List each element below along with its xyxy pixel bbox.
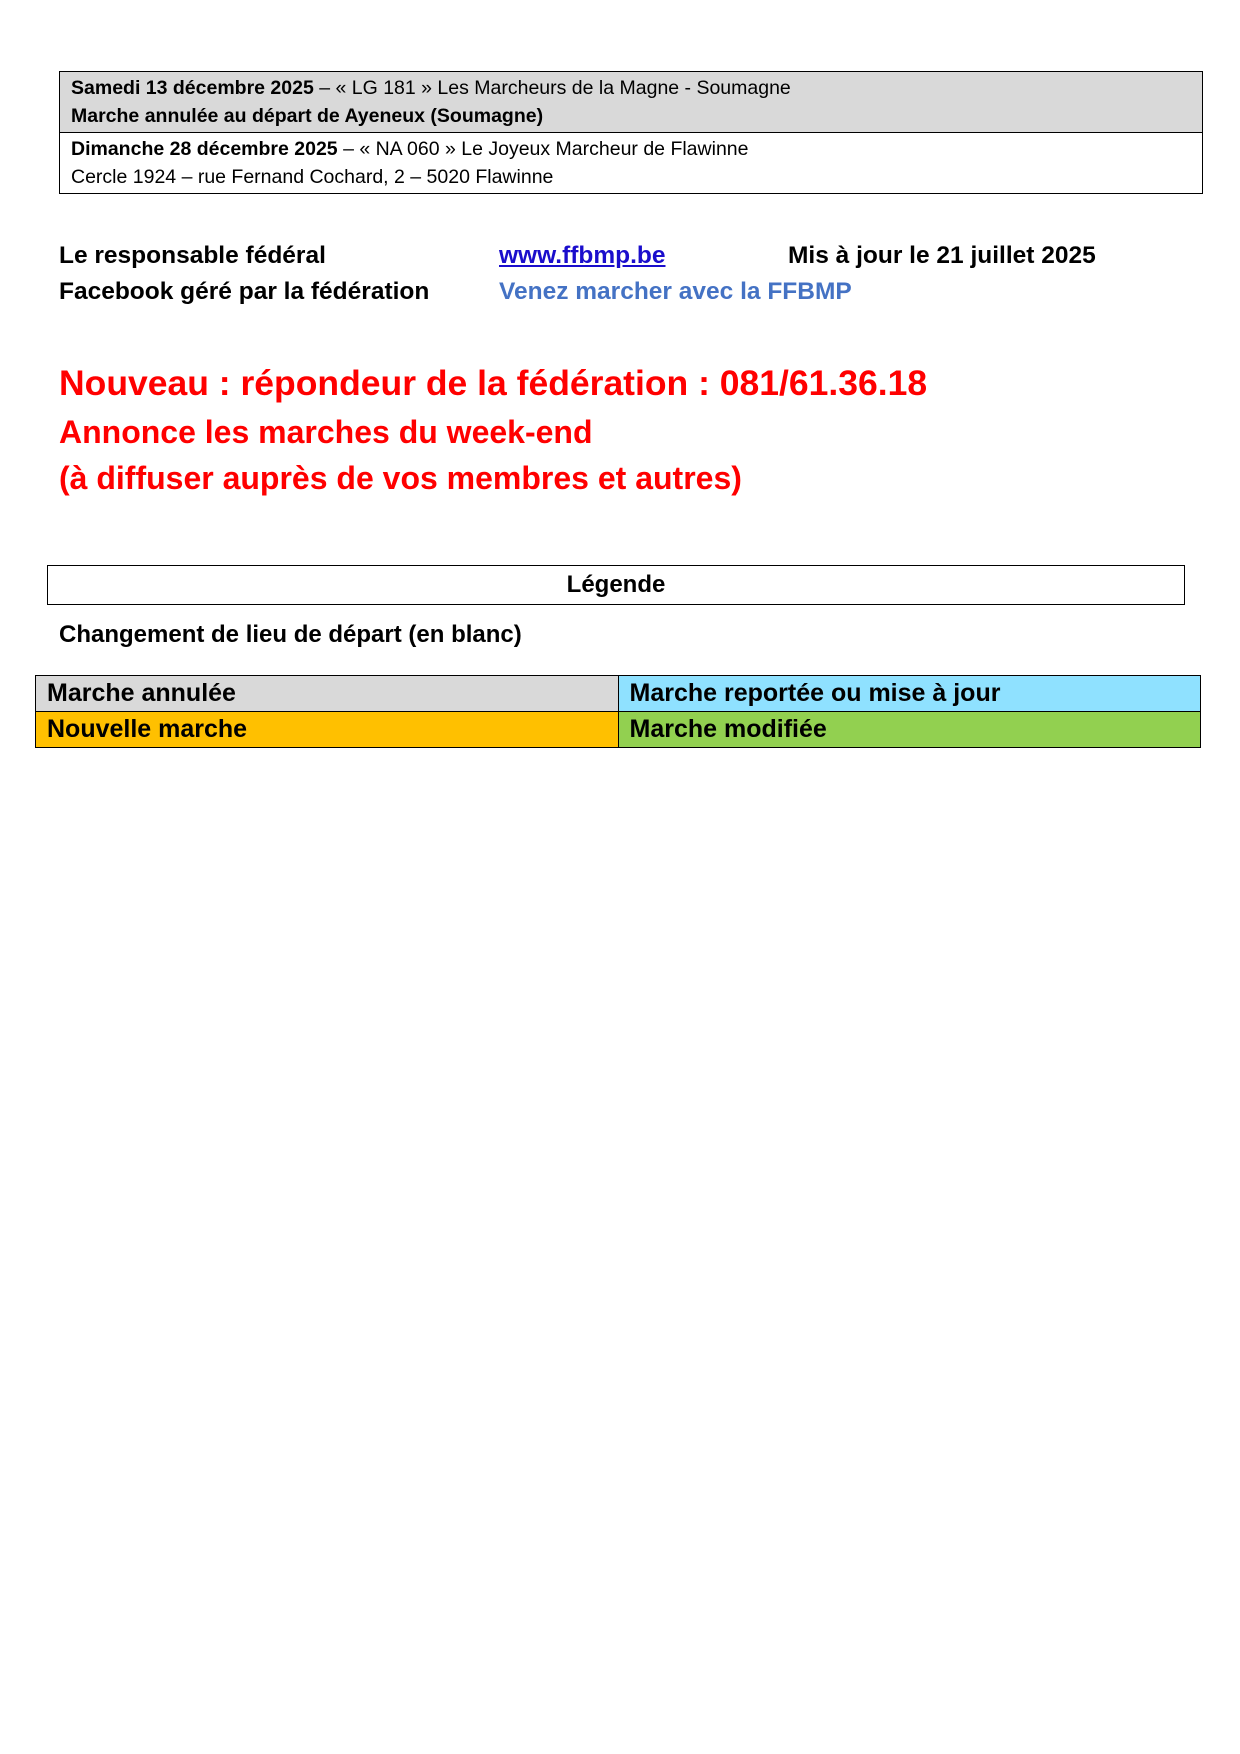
- event-heading: [71, 135, 1191, 163]
- event-detail: Cercle 1924 – rue Fernand Cochard, 2 – 5020 Flawinne: [71, 166, 554, 188]
- contact-responsable: Le responsable fédéral: [59, 242, 326, 269]
- event-date: Samedi 13 décembre 2025: [71, 77, 314, 99]
- event-club: – « NA 060 » Le Joyeux Marcheur de Flawinne: [337, 138, 749, 160]
- slogan-text: Venez marcher avec la FFBMP: [499, 278, 852, 305]
- event-detail: Marche annulée au départ de Ayeneux (Soumagne): [71, 105, 544, 127]
- event-club: – « LG 181 » Les Marcheurs de la Magne - Soumagne: [313, 77, 791, 99]
- event-date: Dimanche 28 décembre 2025: [71, 138, 338, 160]
- legend-item-new: Nouvelle marche: [36, 712, 619, 748]
- legend-note: Changement de lieu de départ (en blanc): [59, 621, 522, 648]
- event-heading: [71, 74, 1191, 102]
- legend-item-modified: Marche modifiée: [618, 712, 1201, 748]
- legend-item-cancelled: Marche annulée: [36, 676, 619, 712]
- announcement-phone: Nouveau : répondeur de la fédération : 081/61.36.18: [59, 363, 928, 403]
- contact-facebook: Facebook géré par la fédération: [59, 278, 430, 305]
- website-link[interactable]: www.ffbmp.be: [499, 242, 666, 269]
- event-row-cancelled: [60, 72, 1202, 132]
- events-table: [59, 71, 1203, 194]
- legend-title: Légende: [47, 565, 1185, 605]
- updated-date: Mis à jour le 21 juillet 2025: [788, 242, 1096, 269]
- legend-item-postponed: Marche reportée ou mise à jour: [618, 676, 1201, 712]
- event-row-location-change: [60, 132, 1202, 193]
- legend-grid: [35, 675, 1201, 748]
- announcement-diffuse: (à diffuser auprès de vos membres et autres): [59, 460, 742, 496]
- announcement-weekend: Annonce les marches du week-end: [59, 414, 593, 450]
